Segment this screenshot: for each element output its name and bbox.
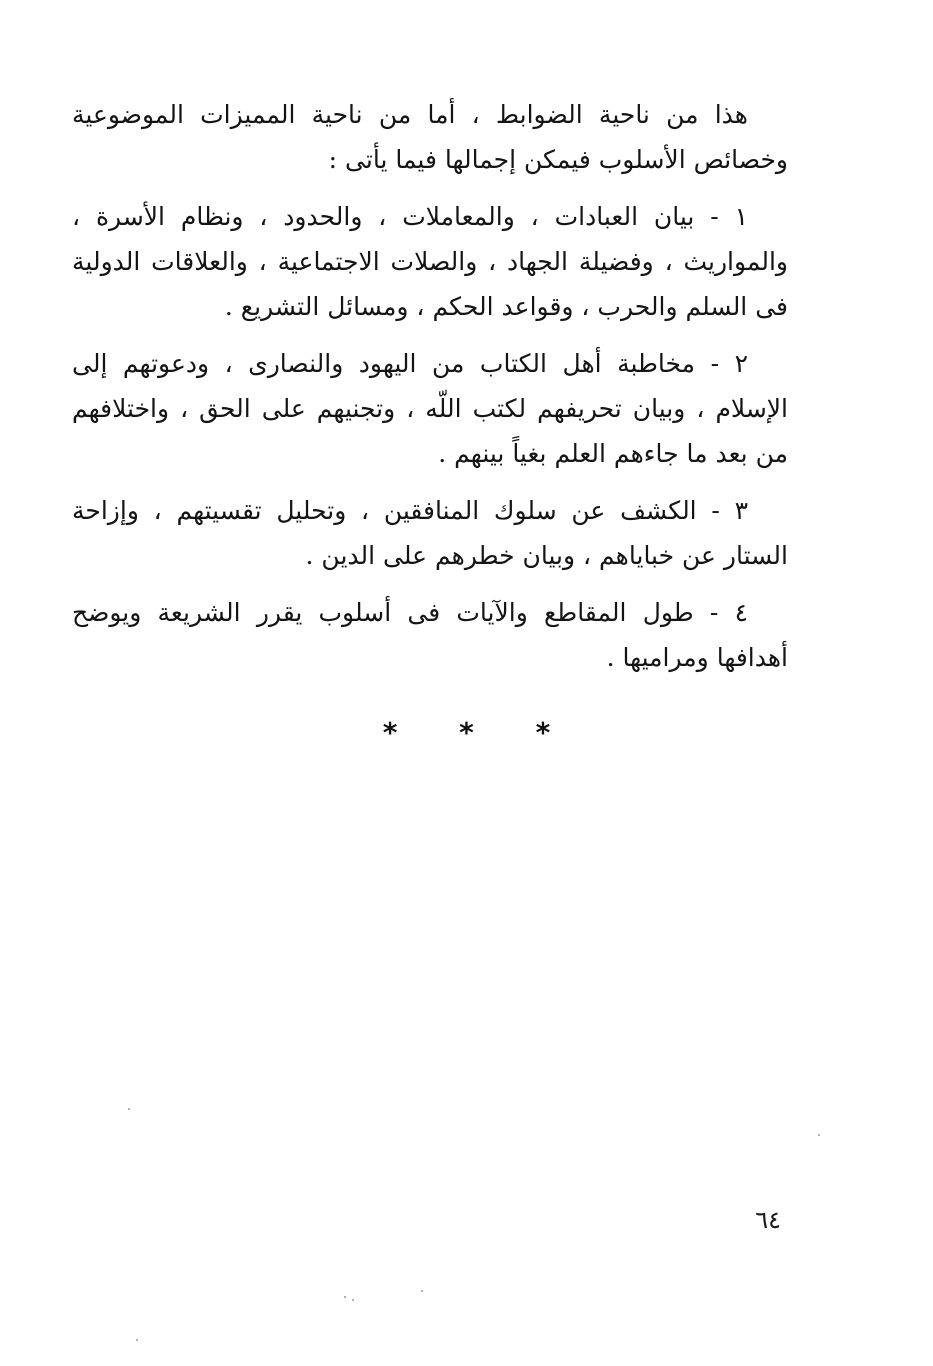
scan-speck — [128, 1108, 130, 1110]
scan-speck — [352, 1299, 354, 1301]
scan-speck — [344, 1296, 346, 1298]
scan-speck — [136, 1339, 138, 1341]
separator-asterisk: * — [535, 716, 551, 749]
list-item-4: ٤ - طول المقاطع والآيات فى أسلوب يقرر الشريعة ويوضح أهدافها ومراميها . — [72, 598, 788, 672]
body-text — [72, 92, 788, 692]
page-number: ٦٤ — [755, 1206, 781, 1234]
intro-paragraph: هذا من ناحية الضوابط ، أما من ناحية المميزات الموضوعية وخصائص الأسلوب فيمكن إجمالها فيما يأتى : — [72, 100, 788, 174]
list-item-2: ٢ - مخاطبة أهل الكتاب من اليهود والنصارى ، ودعوتهم إلى الإسلام ، وبيان تحريفهم لكتب اللّه ، وتجنيهم على الحق ، واختلافهم من بعد ما جاءهم العلم بغياً بينهم . — [72, 349, 788, 468]
scan-speck — [818, 1134, 820, 1136]
separator-asterisk: * — [382, 716, 398, 749]
scan-speck — [421, 1290, 423, 1292]
section-separator — [0, 716, 933, 749]
list-item-3: ٣ - الكشف عن سلوك المنافقين ، وتحليل تقسيتهم ، وإزاحة الستار عن خباياهم ، وبيان خطرهم على الدين . — [72, 496, 788, 570]
separator-asterisk: * — [459, 716, 474, 749]
list-item-1: ١ - بيان العبادات ، والمعاملات ، والحدود ، ونظام الأسرة ، والمواريث ، وفضيلة الجهاد ، والصلات الاجتماعية ، والعلاقات الدولية فى السلم والحرب ، وقواعد الحكم ، ومسائل التشريع . — [72, 202, 788, 321]
